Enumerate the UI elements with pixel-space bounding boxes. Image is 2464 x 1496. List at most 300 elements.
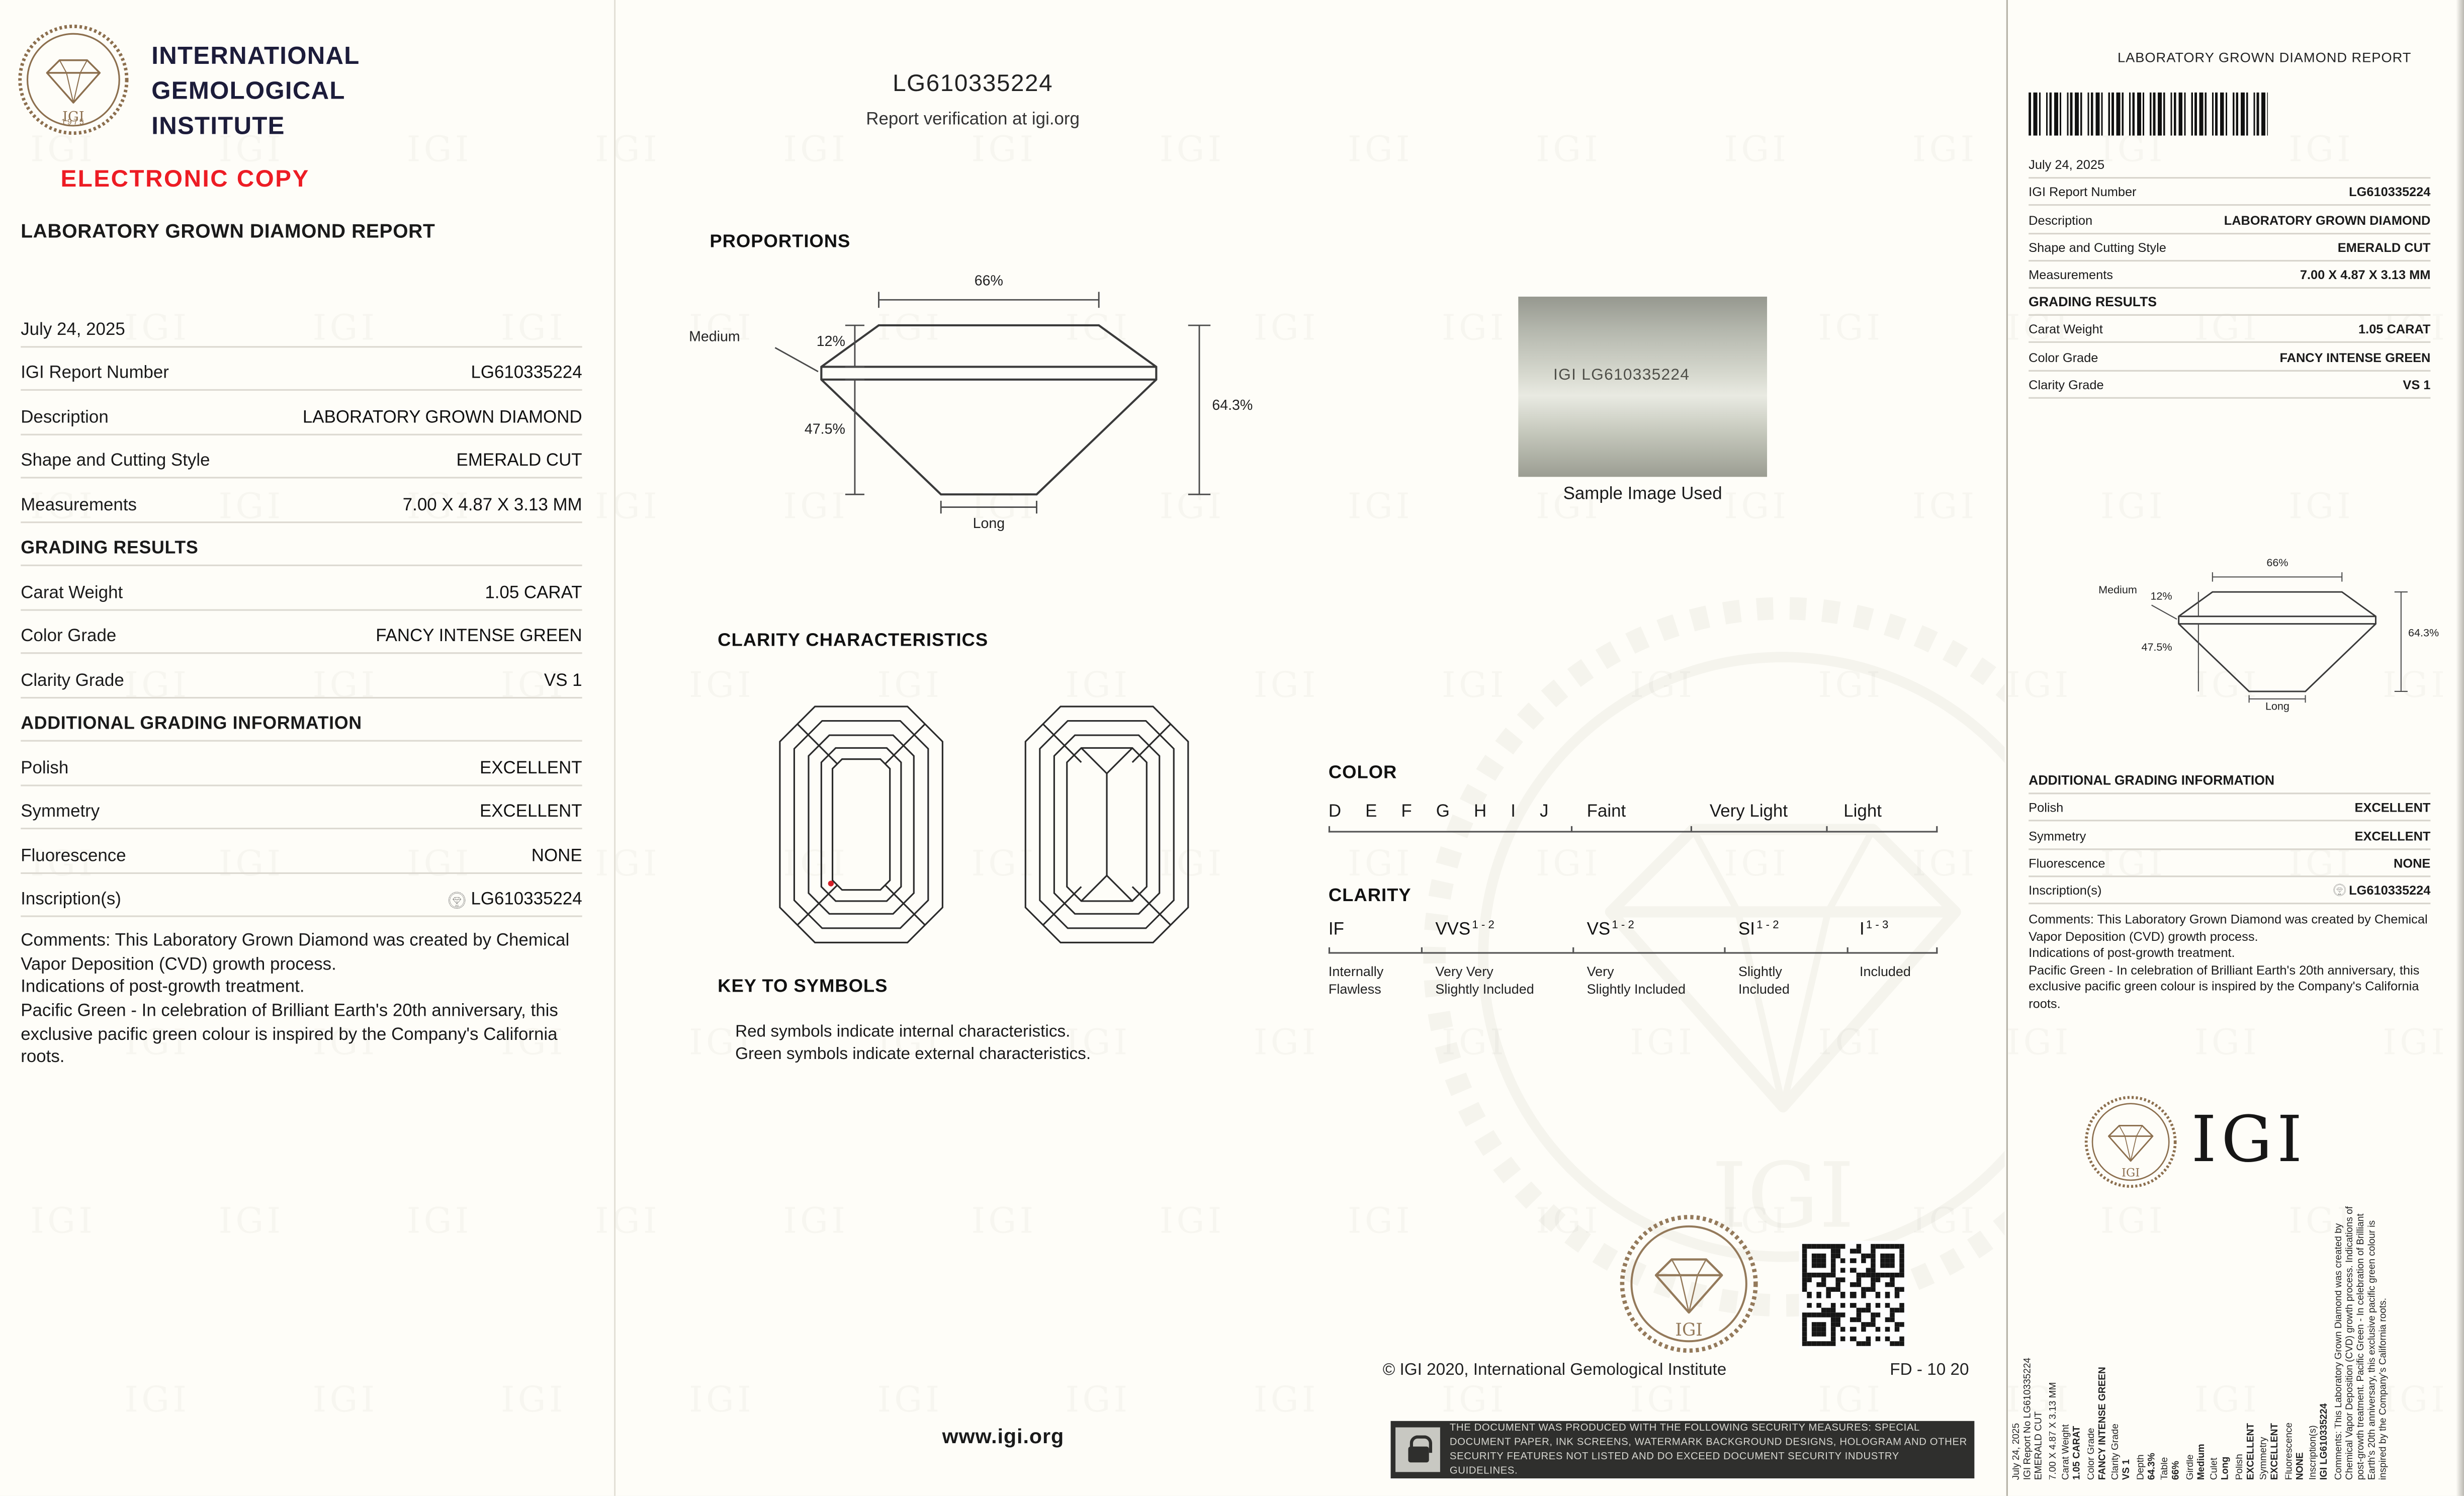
qr-module bbox=[1841, 1278, 1846, 1283]
panel-divider bbox=[614, 0, 615, 1496]
qr-module bbox=[1841, 1327, 1846, 1332]
form-code: FD - 10 20 bbox=[1890, 1360, 1969, 1380]
clarity-vs-desc: Very Slightly Included bbox=[1587, 963, 1686, 996]
qr-module bbox=[1846, 1278, 1851, 1283]
qr-module bbox=[1885, 1263, 1890, 1268]
background-pattern-mark bbox=[595, 131, 660, 170]
qr-module bbox=[1851, 1273, 1856, 1278]
qr-module bbox=[1856, 1297, 1861, 1302]
qr-module bbox=[1821, 1307, 1826, 1312]
qr-module bbox=[1817, 1292, 1822, 1297]
qr-module bbox=[1851, 1263, 1856, 1268]
qr-module bbox=[1846, 1268, 1851, 1273]
qr-module bbox=[1831, 1312, 1836, 1317]
qr-module bbox=[1865, 1263, 1870, 1268]
clarity-i-desc: Included bbox=[1859, 963, 1911, 980]
qr-module bbox=[1899, 1317, 1904, 1322]
qr-module bbox=[1861, 1327, 1866, 1332]
background-pattern-mark bbox=[971, 131, 1036, 170]
qr-module bbox=[1856, 1341, 1861, 1346]
qr-module bbox=[1870, 1259, 1875, 1264]
qr-module bbox=[1812, 1297, 1817, 1302]
qr-module bbox=[1899, 1278, 1904, 1283]
qr-module bbox=[1885, 1307, 1890, 1312]
stub-inscription-value: LG610335224 bbox=[2349, 883, 2431, 898]
stub-polish-value: EXCELLENT bbox=[2354, 801, 2431, 816]
qr-module bbox=[1841, 1317, 1846, 1322]
qr-module bbox=[1885, 1312, 1890, 1317]
stub-proportions-diagram bbox=[2099, 558, 2456, 724]
lock-icon bbox=[1395, 1428, 1440, 1472]
qr-module bbox=[1831, 1254, 1836, 1259]
qr-module bbox=[1846, 1254, 1851, 1259]
color-scale-rule bbox=[1329, 831, 1938, 832]
qr-module bbox=[1836, 1273, 1841, 1278]
qr-module bbox=[1875, 1268, 1880, 1273]
grading-results-heading: GRADING RESULTS bbox=[21, 539, 199, 559]
key-green-line: Green symbols indicate external characteristics. bbox=[735, 1044, 1091, 1064]
qr-module bbox=[1802, 1273, 1807, 1278]
qr-module bbox=[1846, 1288, 1851, 1293]
qr-module bbox=[1890, 1297, 1895, 1302]
qr-module bbox=[1812, 1244, 1817, 1249]
qr-module bbox=[1875, 1332, 1880, 1337]
qr-module bbox=[1836, 1259, 1841, 1264]
qr-module bbox=[1899, 1244, 1904, 1249]
background-pattern-mark bbox=[407, 131, 472, 170]
qr-module bbox=[1831, 1322, 1836, 1327]
qr-module bbox=[1894, 1244, 1899, 1249]
qr-module bbox=[1831, 1336, 1836, 1341]
qr-module bbox=[1861, 1341, 1866, 1346]
qr-module bbox=[1890, 1249, 1895, 1254]
qr-module bbox=[1841, 1322, 1846, 1327]
qr-module bbox=[1856, 1244, 1861, 1249]
qr-module bbox=[1851, 1341, 1856, 1346]
qr-module bbox=[1821, 1312, 1826, 1317]
qr-module bbox=[1846, 1263, 1851, 1268]
carat-value: 1.05 CARAT bbox=[485, 583, 582, 602]
qr-module bbox=[1807, 1263, 1812, 1268]
fluorescence-value: NONE bbox=[531, 846, 582, 865]
measurements-row bbox=[21, 478, 582, 522]
qr-module bbox=[1875, 1283, 1880, 1288]
qr-module bbox=[1856, 1322, 1861, 1327]
qr-module bbox=[1885, 1341, 1890, 1346]
qr-module bbox=[1836, 1322, 1841, 1327]
color-range-light: Light bbox=[1843, 802, 1882, 822]
background-pattern-mark bbox=[1348, 488, 1413, 527]
qr-module bbox=[1861, 1268, 1866, 1273]
qr-module bbox=[1861, 1322, 1866, 1327]
qr-module bbox=[1899, 1307, 1904, 1312]
qr-module bbox=[1851, 1302, 1856, 1307]
qr-module bbox=[1841, 1283, 1846, 1288]
color-grade-g: G bbox=[1436, 802, 1450, 822]
qr-module bbox=[1817, 1302, 1822, 1307]
qr-module bbox=[1870, 1297, 1875, 1302]
qr-module bbox=[1802, 1332, 1807, 1337]
qr-module bbox=[1831, 1317, 1836, 1322]
qr-module bbox=[1846, 1307, 1851, 1312]
qr-module bbox=[1885, 1259, 1890, 1264]
qr-module bbox=[1861, 1302, 1866, 1307]
qr-module bbox=[1812, 1307, 1817, 1312]
qr-module bbox=[1890, 1278, 1895, 1283]
stub-vertical-pair: Depth 64.3% bbox=[2136, 1453, 2157, 1480]
stub-inscription-row bbox=[2029, 877, 2430, 905]
qr-module bbox=[1807, 1288, 1812, 1293]
stub-table-percent: 66% bbox=[2266, 558, 2289, 570]
qr-module bbox=[1802, 1254, 1807, 1259]
qr-module bbox=[1851, 1317, 1856, 1322]
qr-module bbox=[1885, 1322, 1890, 1327]
qr-module bbox=[1821, 1263, 1826, 1268]
qr-module bbox=[1836, 1332, 1841, 1337]
qr-module bbox=[1875, 1336, 1880, 1341]
qr-module bbox=[1875, 1302, 1880, 1307]
pavilion-percent-label: 47.5% bbox=[804, 421, 845, 437]
qr-module bbox=[1817, 1254, 1822, 1259]
qr-module bbox=[1826, 1263, 1831, 1268]
qr-module bbox=[1885, 1273, 1890, 1278]
qr-module bbox=[1826, 1332, 1831, 1337]
qr-module bbox=[1807, 1259, 1812, 1264]
comments-line-3: Pacific Green - In celebration of Brilliant Earth's 20th anniversary, this exclusive pacific green colour is inspired by the Company's California roots. bbox=[21, 1001, 558, 1068]
qr-module bbox=[1880, 1273, 1885, 1278]
fluorescence-row bbox=[21, 829, 582, 873]
background-pattern-mark bbox=[2006, 667, 2072, 707]
qr-module bbox=[1841, 1297, 1846, 1302]
barcode bbox=[2029, 93, 2268, 136]
qr-module bbox=[1870, 1336, 1875, 1341]
qr-module bbox=[1846, 1297, 1851, 1302]
qr-module bbox=[1856, 1327, 1861, 1332]
additional-info-heading: ADDITIONAL GRADING INFORMATION bbox=[21, 714, 362, 734]
stub-vertical-meta: July 24, 2025 IGI Report No LG610335224 EMERALD CUT bbox=[2012, 1357, 2045, 1480]
stub-measurements-label: Measurements bbox=[2029, 268, 2114, 283]
brand-name bbox=[151, 40, 360, 145]
qr-module bbox=[1885, 1278, 1890, 1283]
qr-module bbox=[1812, 1341, 1817, 1346]
color-grade-h: H bbox=[1473, 802, 1487, 822]
background-pattern-mark bbox=[783, 131, 848, 170]
qr-code bbox=[1799, 1241, 1907, 1349]
qr-module bbox=[1856, 1259, 1861, 1264]
qr-module bbox=[1894, 1317, 1899, 1322]
qr-module bbox=[1826, 1278, 1831, 1283]
inscription-value: LG610335224 bbox=[471, 890, 582, 909]
qr-module bbox=[1826, 1312, 1831, 1317]
qr-module bbox=[1865, 1254, 1870, 1259]
qr-module bbox=[1894, 1341, 1899, 1346]
stub-girdle-label: Medium bbox=[2098, 585, 2137, 597]
qr-module bbox=[1870, 1283, 1875, 1288]
qr-module bbox=[1861, 1263, 1866, 1268]
background-pattern-mark bbox=[124, 1381, 190, 1421]
qr-module bbox=[1807, 1307, 1812, 1312]
stub-inscription-label: Inscription(s) bbox=[2029, 883, 2102, 898]
qr-module bbox=[1802, 1268, 1807, 1273]
qr-module bbox=[1851, 1249, 1856, 1254]
qr-module bbox=[1890, 1312, 1895, 1317]
qr-module bbox=[1841, 1302, 1846, 1307]
proportions-diagram bbox=[686, 268, 1260, 552]
qr-module bbox=[1826, 1244, 1831, 1249]
qr-module bbox=[1831, 1283, 1836, 1288]
qr-module bbox=[1817, 1341, 1822, 1346]
stub-comments-line-3: Pacific Green - In celebration of Brilliant Earth's 20th anniversary, this exclusive pacific green colour is inspired by the Company's California roots. bbox=[2029, 962, 2420, 1011]
clarity-if-desc: Internally Flawless bbox=[1328, 963, 1384, 996]
qr-module bbox=[1817, 1283, 1822, 1288]
stub-carat-row bbox=[2029, 316, 2430, 343]
qr-module bbox=[1802, 1259, 1807, 1264]
qr-module bbox=[1890, 1341, 1895, 1346]
qr-module bbox=[1807, 1322, 1812, 1327]
qr-module bbox=[1865, 1327, 1870, 1332]
qr-module bbox=[1875, 1297, 1880, 1302]
qr-module bbox=[1870, 1263, 1875, 1268]
qr-module bbox=[1841, 1332, 1846, 1337]
qr-module bbox=[1826, 1322, 1831, 1327]
diamond-profile-icon bbox=[686, 268, 1260, 539]
qr-module bbox=[1865, 1292, 1870, 1297]
stub-igi-wordmark: IGI bbox=[2191, 1103, 2307, 1177]
background-pattern-mark bbox=[2194, 1024, 2260, 1064]
qr-module bbox=[1894, 1332, 1899, 1337]
background-pattern-mark bbox=[407, 1202, 472, 1242]
qr-module bbox=[1812, 1263, 1817, 1268]
qr-module bbox=[1890, 1268, 1895, 1273]
igi-inscription-icon bbox=[449, 891, 466, 908]
qr-module bbox=[1817, 1322, 1822, 1327]
clarity-plot-crown bbox=[777, 703, 946, 954]
qr-module bbox=[1865, 1259, 1870, 1264]
qr-module bbox=[1885, 1332, 1890, 1337]
color-range-faint: Faint bbox=[1587, 802, 1626, 822]
qr-module bbox=[1812, 1273, 1817, 1278]
qr-module bbox=[1807, 1297, 1812, 1302]
qr-module bbox=[1899, 1259, 1904, 1264]
qr-module bbox=[1826, 1268, 1831, 1273]
qr-module bbox=[1821, 1332, 1826, 1337]
qr-module bbox=[1899, 1312, 1904, 1317]
igi-logo bbox=[16, 22, 131, 137]
stub-shape-label: Shape and Cutting Style bbox=[2029, 240, 2166, 255]
qr-module bbox=[1836, 1254, 1841, 1259]
background-pattern-mark bbox=[2289, 488, 2354, 527]
qr-module bbox=[1826, 1273, 1831, 1278]
qr-module bbox=[1865, 1278, 1870, 1283]
carat-label: Carat Weight bbox=[21, 583, 123, 602]
clarity-grade-value: VS 1 bbox=[544, 670, 582, 690]
stub-comments-line-2: Indications of post-growth treatment. bbox=[2029, 946, 2235, 960]
report-title: LABORATORY GROWN DIAMOND REPORT bbox=[21, 220, 435, 243]
qr-module bbox=[1836, 1244, 1841, 1249]
qr-module bbox=[1851, 1322, 1856, 1327]
qr-module bbox=[1875, 1244, 1880, 1249]
qr-module bbox=[1821, 1283, 1826, 1288]
qr-module bbox=[1836, 1336, 1841, 1341]
qr-module bbox=[1802, 1288, 1807, 1293]
inscription-value-group bbox=[449, 890, 582, 909]
qr-module bbox=[1870, 1288, 1875, 1293]
qr-module bbox=[1807, 1244, 1812, 1249]
qr-module bbox=[1841, 1263, 1846, 1268]
igi-inscription-icon-small bbox=[2333, 884, 2345, 897]
color-grade-i: I bbox=[1511, 802, 1516, 822]
stub-symmetry-label: Symmetry bbox=[2029, 828, 2086, 843]
qr-module bbox=[1807, 1292, 1812, 1297]
background-pattern-mark bbox=[1724, 131, 1789, 170]
background-pattern-mark bbox=[0, 1024, 2, 1064]
stub-description-value: LABORATORY GROWN DIAMOND bbox=[2224, 213, 2431, 228]
background-pattern-mark bbox=[1912, 131, 1978, 170]
qr-module bbox=[1817, 1278, 1822, 1283]
stub-shape-value: EMERALD CUT bbox=[2337, 240, 2431, 255]
qr-module bbox=[1807, 1302, 1812, 1307]
fold-line bbox=[2006, 0, 2008, 1496]
qr-module bbox=[1802, 1278, 1807, 1283]
qr-module bbox=[1831, 1332, 1836, 1337]
qr-module bbox=[1826, 1327, 1831, 1332]
qr-module bbox=[1865, 1317, 1870, 1322]
qr-module bbox=[1821, 1268, 1826, 1273]
qr-module bbox=[1831, 1341, 1836, 1346]
brand-line-1: INTERNATIONAL bbox=[151, 43, 360, 70]
polish-row bbox=[21, 742, 582, 785]
sample-inscription: IGI LG610335224 bbox=[1553, 367, 1690, 385]
qr-module bbox=[1899, 1302, 1904, 1307]
qr-module bbox=[1851, 1292, 1856, 1297]
qr-module bbox=[1880, 1332, 1885, 1337]
background-pattern-mark bbox=[0, 667, 2, 707]
qr-module bbox=[1875, 1292, 1880, 1297]
qr-module bbox=[1880, 1317, 1885, 1322]
qr-module bbox=[1861, 1259, 1866, 1264]
qr-module bbox=[1870, 1327, 1875, 1332]
qr-module bbox=[1861, 1312, 1866, 1317]
background-pattern-mark bbox=[501, 1381, 566, 1421]
stub-additional-heading-row bbox=[2029, 767, 2430, 795]
background-pattern-mark bbox=[1254, 309, 1319, 349]
qr-module bbox=[1841, 1312, 1846, 1317]
qr-module bbox=[1880, 1297, 1885, 1302]
qr-module bbox=[1812, 1317, 1817, 1322]
qr-module bbox=[1894, 1268, 1899, 1273]
background-pattern-mark bbox=[1818, 309, 1884, 349]
background-pattern-mark bbox=[1442, 309, 1507, 349]
qr-module bbox=[1812, 1312, 1817, 1317]
qr-module bbox=[1890, 1292, 1895, 1297]
description-row bbox=[21, 391, 582, 434]
qr-module bbox=[1851, 1307, 1856, 1312]
qr-module bbox=[1856, 1283, 1861, 1288]
qr-module bbox=[1899, 1283, 1904, 1288]
clarity-vvs-desc: Very Very Slightly Included bbox=[1435, 963, 1534, 996]
qr-module bbox=[1826, 1283, 1831, 1288]
qr-module bbox=[1846, 1332, 1851, 1337]
key-to-symbols-heading: KEY TO SYMBOLS bbox=[718, 978, 888, 997]
qr-module bbox=[1821, 1292, 1826, 1297]
qr-module bbox=[1885, 1327, 1890, 1332]
qr-module bbox=[1885, 1283, 1890, 1288]
website-url: www.igi.org bbox=[942, 1424, 1065, 1448]
qr-module bbox=[1802, 1341, 1807, 1346]
clarity-symbol-red bbox=[828, 881, 834, 886]
sample-photo bbox=[1518, 297, 1767, 477]
qr-module bbox=[1899, 1254, 1904, 1259]
qr-module bbox=[1846, 1244, 1851, 1249]
qr-module bbox=[1826, 1341, 1831, 1346]
qr-module bbox=[1821, 1336, 1826, 1341]
qr-module bbox=[1861, 1317, 1866, 1322]
report-date-row bbox=[21, 303, 582, 347]
qr-module bbox=[1821, 1341, 1826, 1346]
qr-module bbox=[1899, 1249, 1904, 1254]
qr-module bbox=[1880, 1268, 1885, 1273]
qr-module bbox=[1817, 1259, 1822, 1264]
qr-module bbox=[1870, 1278, 1875, 1283]
stub-color-row bbox=[2029, 343, 2430, 371]
qr-module bbox=[1880, 1249, 1885, 1254]
measurements-value: 7.00 X 4.87 X 3.13 MM bbox=[402, 495, 582, 514]
qr-module bbox=[1807, 1273, 1812, 1278]
shape-label: Shape and Cutting Style bbox=[21, 451, 210, 471]
qr-module bbox=[1880, 1341, 1885, 1346]
stub-pavilion-percent: 47.5% bbox=[2141, 643, 2172, 654]
symmetry-label: Symmetry bbox=[21, 802, 100, 822]
qr-module bbox=[1856, 1278, 1861, 1283]
qr-module bbox=[1899, 1332, 1904, 1337]
qr-module bbox=[1856, 1332, 1861, 1337]
culet-label: Long bbox=[973, 515, 1005, 532]
qr-module bbox=[1841, 1288, 1846, 1293]
qr-module bbox=[1836, 1249, 1841, 1254]
grading-results-heading-row bbox=[21, 522, 582, 566]
qr-module bbox=[1817, 1336, 1822, 1341]
qr-module bbox=[1890, 1283, 1895, 1288]
qr-module bbox=[1846, 1292, 1851, 1297]
shape-value: EMERALD CUT bbox=[456, 451, 582, 471]
qr-module bbox=[1861, 1292, 1866, 1297]
qr-module bbox=[1817, 1297, 1822, 1302]
qr-module bbox=[1807, 1336, 1812, 1341]
qr-module bbox=[1865, 1312, 1870, 1317]
qr-module bbox=[1875, 1273, 1880, 1278]
qr-module bbox=[1880, 1259, 1885, 1264]
stub-grading-heading: GRADING RESULTS bbox=[2029, 293, 2157, 310]
background-pattern-mark bbox=[1348, 131, 1413, 170]
qr-module bbox=[1865, 1244, 1870, 1249]
qr-module bbox=[1875, 1322, 1880, 1327]
qr-module bbox=[1807, 1268, 1812, 1273]
background-pattern-mark bbox=[218, 1202, 284, 1242]
emerald-pavilion-plot-icon bbox=[1022, 703, 1191, 946]
qr-module bbox=[1875, 1254, 1880, 1259]
qr-module bbox=[1870, 1244, 1875, 1249]
qr-module bbox=[1821, 1297, 1826, 1302]
qr-module bbox=[1861, 1283, 1866, 1288]
qr-module bbox=[1870, 1312, 1875, 1317]
qr-module bbox=[1802, 1292, 1807, 1297]
qr-module bbox=[1870, 1268, 1875, 1273]
qr-module bbox=[1831, 1268, 1836, 1273]
qr-module bbox=[1856, 1317, 1861, 1322]
qr-module bbox=[1826, 1249, 1831, 1254]
qr-module bbox=[1870, 1254, 1875, 1259]
stub-vertical-comments: Comments: This Laboratory Grown Diamond was created by Chemical Vapor Deposition (CVD) growth process. Indications of post-growth treatment. Pacific Green - In celebration of Brilliant Earth's 20th anniversary, this exclusive pacific green colour is inspired by the Company's California roots. bbox=[2334, 1206, 2389, 1480]
